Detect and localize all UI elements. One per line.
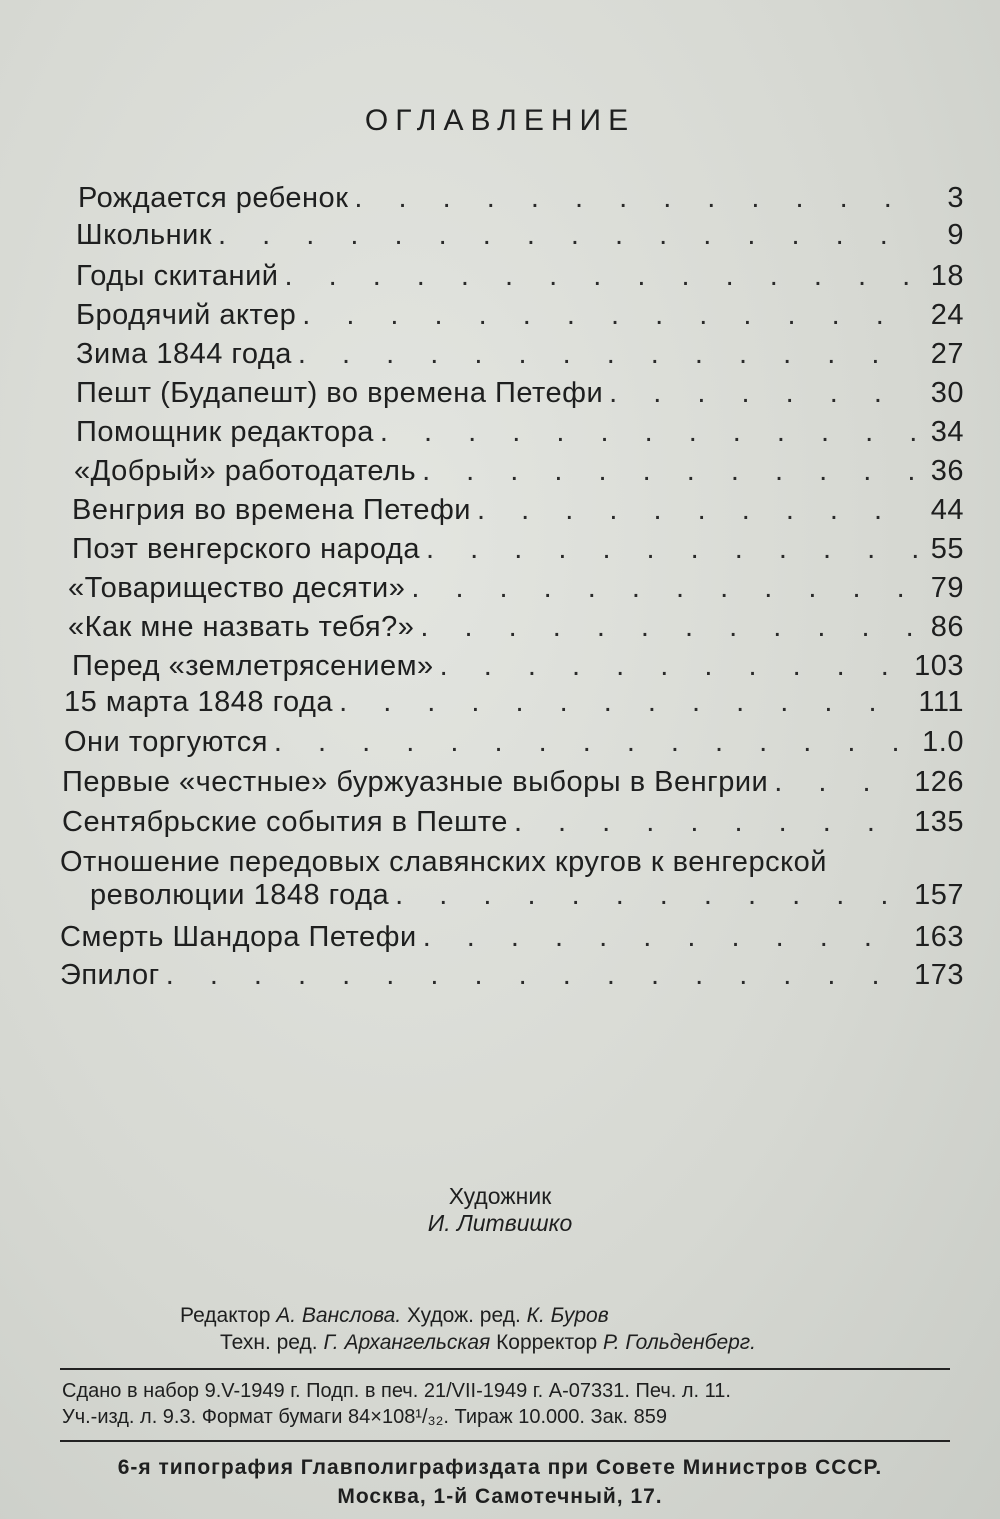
toc-entry-page: 103 (914, 650, 964, 682)
toc-entry-title: «Как мне назвать тебя?» (68, 611, 415, 643)
toc-entry-title: Венгрия во времена Петефи (72, 494, 472, 526)
proofreader-name: Р. Гольденберг. (603, 1331, 756, 1354)
toc-leader-dots (440, 646, 908, 686)
toc-entry-page: 55 (930, 533, 964, 565)
toc-entry-page: 111 (918, 686, 964, 718)
toc-leader-dots (274, 722, 916, 762)
toc-entry-page: 157 (914, 879, 964, 911)
printer-line-1: 6-я типография Главполиграфиздата при Совете Министров СССР. (117, 1456, 883, 1479)
toc-leader-dots (609, 373, 918, 413)
toc-entry (64, 682, 964, 722)
toc-entry (62, 762, 964, 802)
toc-leader-dots (218, 215, 918, 255)
editors-line-2 (220, 1328, 920, 1357)
toc-entry (68, 568, 964, 608)
toc-entry-page: 30 (930, 377, 964, 409)
page-title: ОГЛАВЛЕНИЕ (364, 104, 636, 137)
toc-leader-dots (420, 607, 918, 647)
toc-leader-dots (354, 178, 918, 218)
toc-entry (72, 490, 964, 530)
toc-entry-page: 36 (930, 455, 964, 487)
toc-entry-title: Пешт (Будапешт) во времена Петефи (76, 377, 604, 409)
toc-entry-title-line1: Отношение передовых славянских кругов к венгерской (60, 846, 827, 878)
imprint-line-1: Сдано в набор 9.V-1949 г. Подп. в печ. 21/VII-1949 г. А-07331. Печ. л. 11. (62, 1380, 731, 1402)
toc-leader-dots (339, 682, 912, 722)
toc-entry (62, 802, 964, 842)
toc-entry-page: 1.0 (922, 726, 964, 758)
toc-entry-page: 44 (930, 494, 964, 526)
toc-leader-dots (423, 917, 908, 957)
artist-name: И. Литвишко (427, 1210, 573, 1236)
toc-entry-title: революции 1848 года (90, 879, 390, 911)
toc-entry-page: 86 (930, 611, 964, 643)
toc-entry (72, 646, 964, 686)
toc-leader-dots (411, 568, 918, 608)
toc-entry-page: 126 (914, 766, 964, 798)
toc-leader-dots (302, 295, 918, 335)
toc-entry-title: Эпилог (60, 959, 160, 991)
toc-entry-title: 15 марта 1848 года (64, 686, 334, 718)
artist-label: Художник (448, 1183, 552, 1209)
toc-leader-dots (514, 802, 908, 842)
toc-entry-page: 24 (930, 299, 964, 331)
toc-entry-title: Школьник (76, 219, 213, 251)
toc-entry (68, 607, 964, 647)
toc-leader-dots (298, 334, 918, 374)
toc-entry-title: Первые «честные» буржуазные выборы в Венгрии (62, 766, 769, 798)
toc-entry (64, 722, 964, 762)
toc-entry-title: «Добрый» работодатель (74, 455, 417, 487)
tech-editor-label: Техн. ред. (220, 1331, 324, 1354)
toc-entry (90, 875, 964, 915)
toc-entry-page: 9 (947, 219, 964, 251)
imprint-line-2: Уч.-изд. л. 9.3. Формат бумаги 84×108¹/₃₂. Тираж 10.000. Зак. 859 (62, 1406, 667, 1428)
toc-entry-title: Помощник редактора (76, 416, 374, 448)
toc-entry-title: Поэт венгерского народа (72, 533, 420, 565)
toc-entry-title: «Товарищество десяти» (68, 572, 406, 604)
editor-name: А. Ванслова. (276, 1304, 402, 1327)
toc-entry-title: Рождается ребенок (78, 182, 349, 214)
toc-entry-title: Сентябрьские события в Пеште (62, 806, 508, 838)
toc-leader-dots (284, 256, 918, 296)
toc-entry-page: 135 (914, 806, 964, 838)
tech-editor-name: Г. Архангельская (323, 1331, 491, 1354)
toc-entry (60, 917, 964, 957)
toc-entry-title: Перед «землетрясением» (72, 650, 434, 682)
toc-entry (76, 295, 964, 335)
divider-bottom (60, 1440, 950, 1442)
toc-entry-title: Зима 1844 года (76, 338, 292, 370)
toc-leader-dots (422, 451, 918, 491)
art-editor-label: Худож. ред. (401, 1304, 527, 1327)
toc-entry (76, 215, 964, 255)
toc-entry-page: 27 (930, 338, 964, 370)
toc-entry-page: 173 (914, 959, 964, 991)
toc-entry-title: Они торгуются (64, 726, 268, 758)
toc-entry-page: 3 (947, 182, 964, 214)
toc-entry-title: Годы скитаний (76, 260, 279, 292)
printer-line-2: Москва, 1-й Самотечный, 17. (337, 1485, 663, 1508)
toc-leader-dots (477, 490, 918, 530)
toc-entry-page: 163 (914, 921, 964, 953)
toc-entry (76, 256, 964, 296)
toc-entry (76, 412, 964, 452)
toc-entry (76, 373, 964, 413)
toc-entry-title: Смерть Шандора Петефи (60, 921, 417, 953)
toc-entry-page: 18 (930, 260, 964, 292)
art-editor-name: К. Буров (526, 1304, 609, 1327)
editors-line-1 (180, 1301, 880, 1330)
toc-entry (76, 334, 964, 374)
toc-leader-dots (166, 955, 908, 995)
toc-leader-dots (774, 762, 908, 802)
toc-entry-page: 79 (930, 572, 964, 604)
toc-entry-page: 34 (930, 416, 964, 448)
toc-leader-dots (395, 875, 908, 915)
toc-entry (78, 178, 964, 218)
editor-label: Редактор (180, 1304, 277, 1327)
proofreader-label: Корректор (490, 1331, 604, 1354)
divider-top (60, 1368, 950, 1370)
toc-entry-title: Бродячий актер (76, 299, 297, 331)
toc-entry (60, 955, 964, 995)
toc-leader-dots (426, 529, 918, 569)
toc-leader-dots (380, 412, 918, 452)
toc-entry (74, 451, 964, 491)
toc-entry (72, 529, 964, 569)
